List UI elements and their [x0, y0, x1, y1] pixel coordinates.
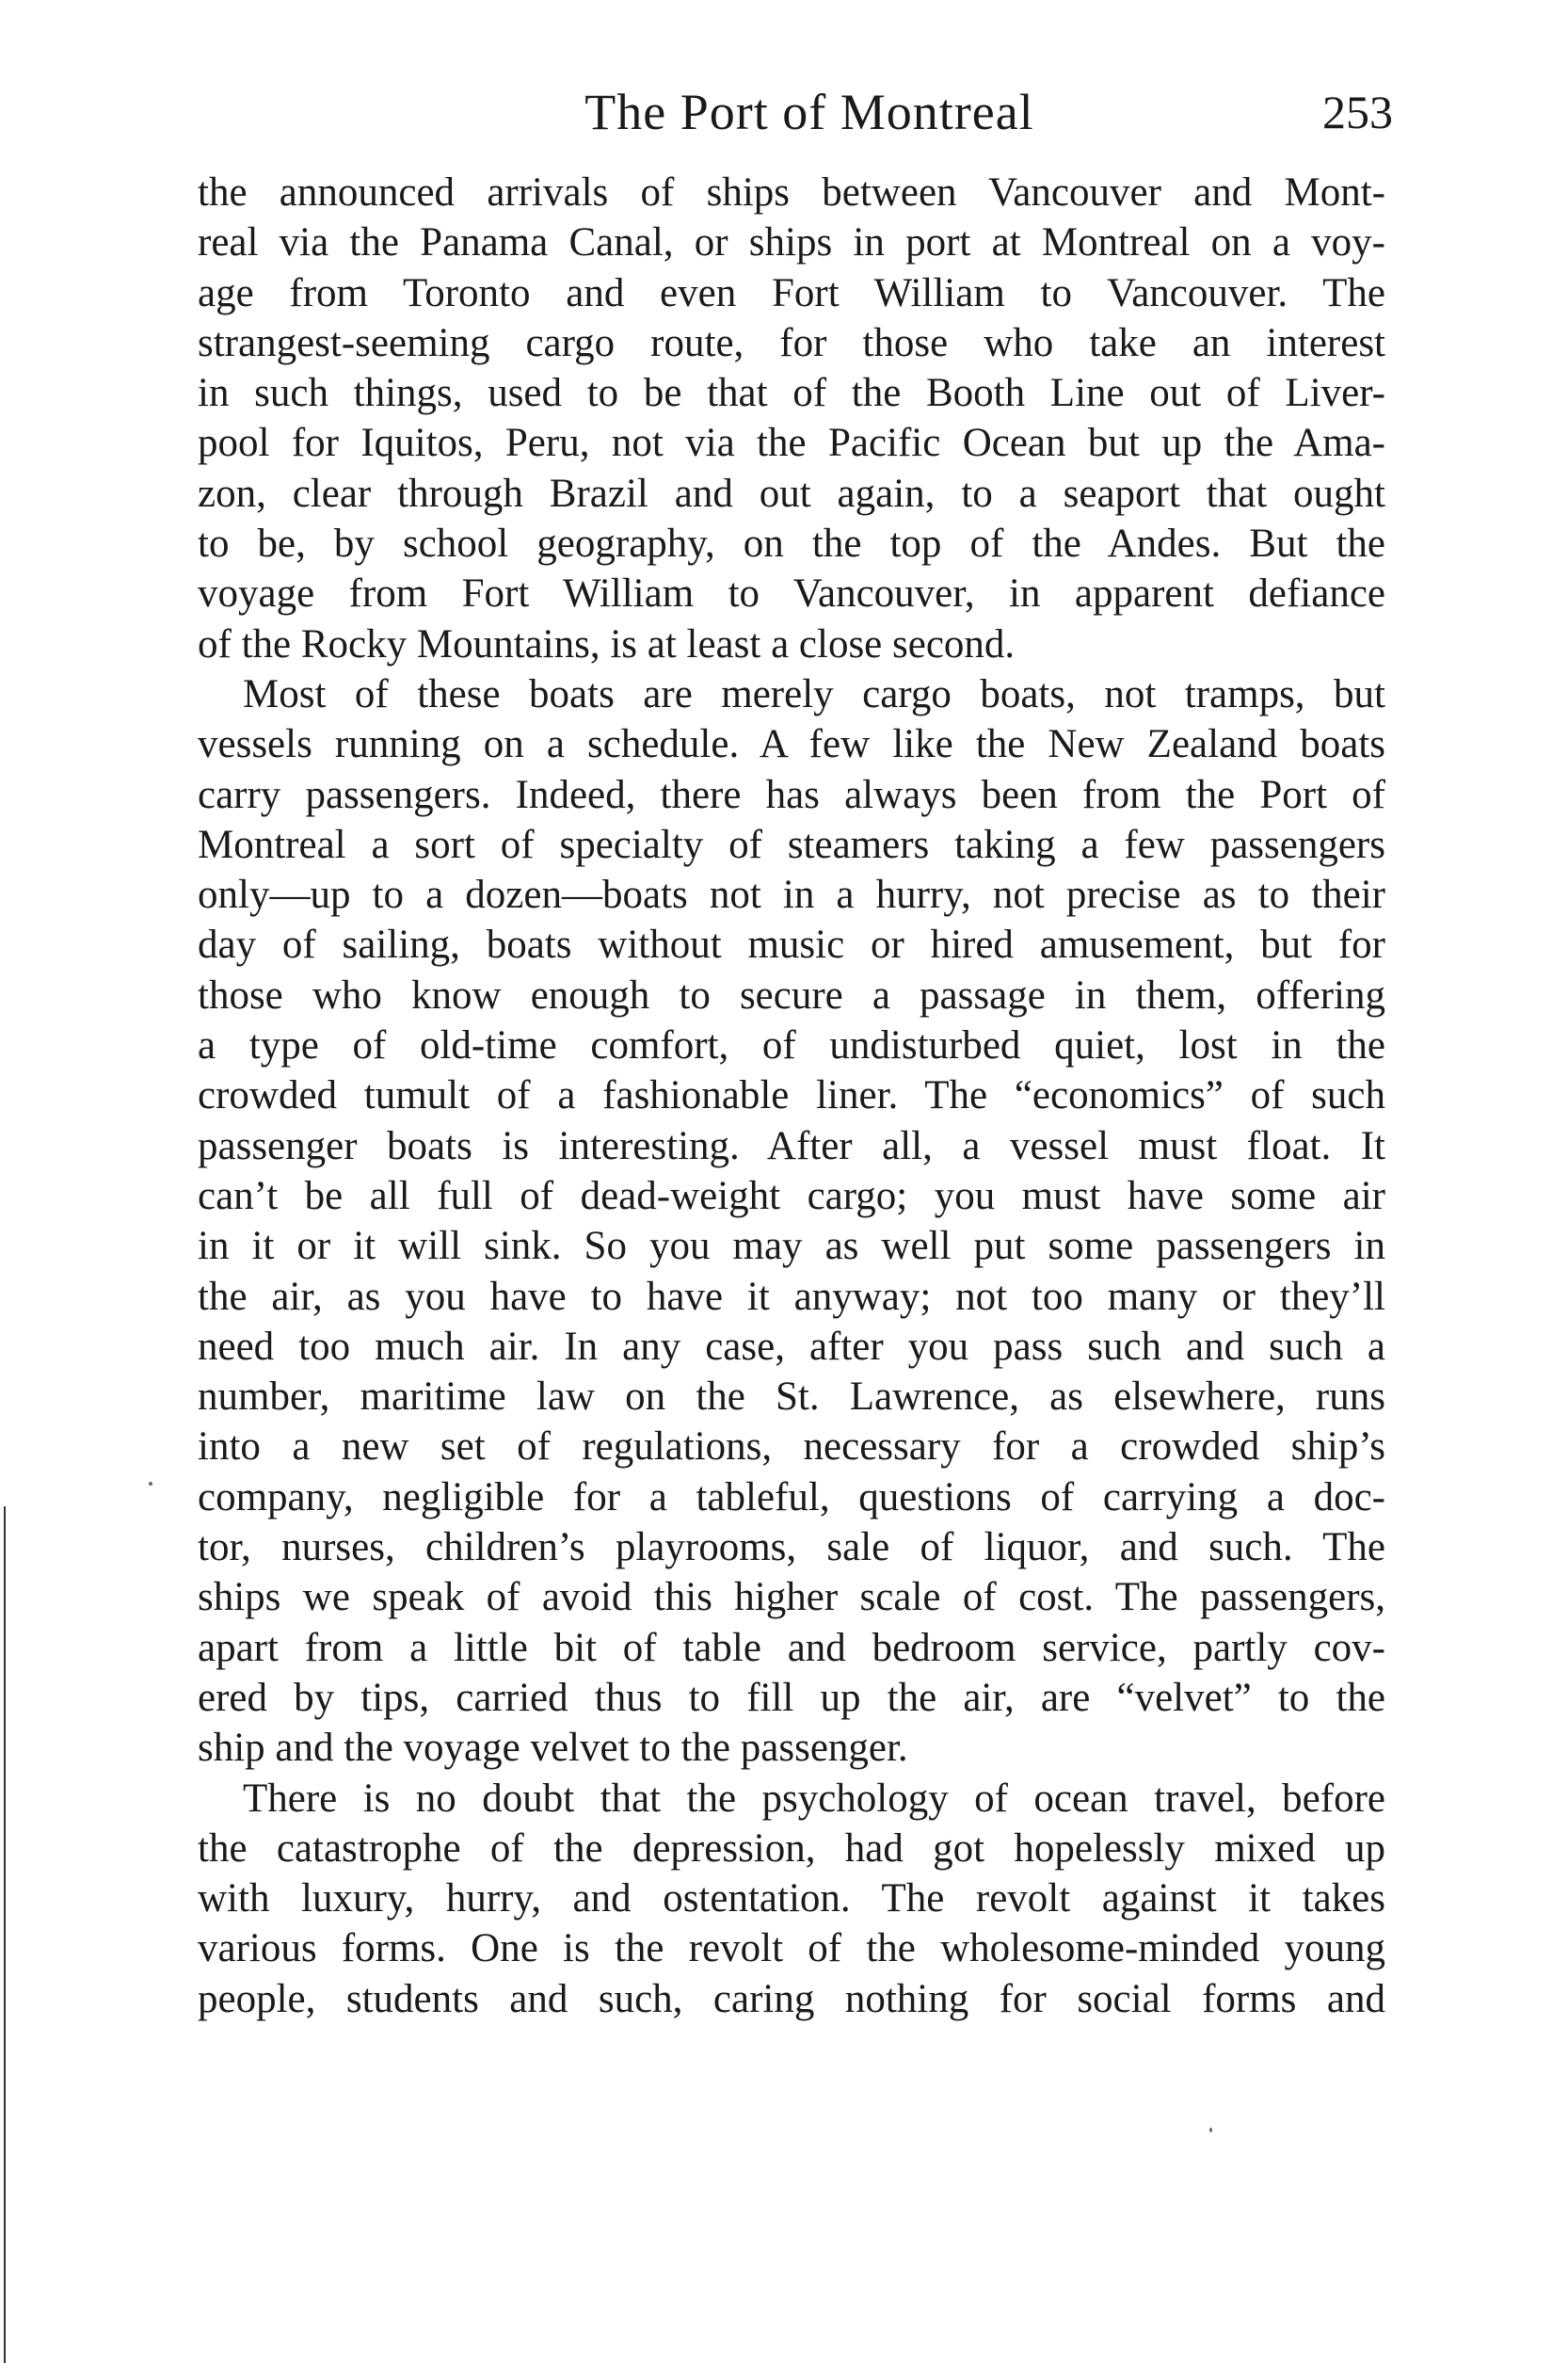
text-line: passenger boats is interesting. After all, a vessel must float. It	[198, 1123, 1385, 1168]
text-line: the catastrophe of the depression, had got hopelessly mixed up	[198, 1825, 1385, 1871]
body-text	[198, 168, 1385, 2024]
scan-speck	[1209, 2128, 1212, 2132]
text-line: the announced arrivals of ships between Vancouver and Mont-	[198, 170, 1385, 215]
text-line: apart from a little bit of table and bedroom service, partly cov-	[198, 1625, 1385, 1670]
text-line: ship and the voyage velvet to the passenger.	[198, 1726, 908, 1771]
text-line: age from Toronto and even Fort William to Vancouver. The	[198, 270, 1385, 315]
text-line: of the Rocky Mountains, is at least a close second.	[198, 621, 1016, 667]
text-line: number, maritime law on the St. Lawrence, as elsewhere, runs	[198, 1374, 1385, 1420]
text-line: can’t be all full of dead-weight cargo; you must have some air	[198, 1173, 1385, 1218]
text-line: pool for Iquitos, Peru, not via the Pacific Ocean but up the Ama-	[198, 421, 1385, 466]
scan-speck	[149, 1482, 152, 1486]
text-line: ered by tips, carried thus to fill up the air, are “velvet” to the	[198, 1675, 1385, 1720]
text-line: in it or it will sink. So you may as well put some passengers in	[198, 1224, 1385, 1269]
text-line: strangest-seeming cargo route, for those who take an interest	[198, 320, 1385, 365]
text-line: into a new set of regulations, necessary for a crowded ship’s	[198, 1424, 1385, 1470]
text-line: zon, clear through Brazil and out again, to a seaport that ought	[198, 471, 1385, 516]
text-line: Most of these boats are merely cargo boats, not tramps, but	[243, 671, 1385, 716]
text-line: those who know enough to secure a passage in them, offering	[198, 973, 1385, 1018]
text-line: real via the Panama Canal, or ships in port at Montreal on a voy-	[198, 220, 1385, 265]
text-line: to be, by school geography, on the top of the Andes. But the	[198, 522, 1385, 567]
text-line: There is no doubt that the psychology of ocean travel, before	[243, 1776, 1385, 1821]
text-line: carry passengers. Indeed, there has always been from the Port of	[198, 772, 1385, 817]
text-line: with luxury, hurry, and ostentation. The revolt against it takes	[198, 1876, 1385, 1921]
text-line: Montreal a sort of specialty of steamers taking a few passengers	[198, 822, 1385, 867]
text-line: voyage from Fort William to Vancouver, in apparent defiance	[198, 571, 1385, 617]
text-line: people, students and such, caring nothing for social forms and	[198, 1976, 1385, 2021]
text-line: tor, nurses, children’s playrooms, sale of liquor, and such. The	[198, 1525, 1385, 1570]
text-line: only—up to a dozen—boats not in a hurry, not precise as to their	[198, 873, 1385, 918]
text-line: various forms. One is the revolt of the wholesome-minded young	[198, 1926, 1385, 1971]
running-title: The Port of Montreal	[584, 84, 1034, 140]
scan-edge-rule	[4, 1506, 6, 2363]
text-line: company, negligible for a tableful, questions of carrying a doc-	[198, 1474, 1385, 1519]
text-line: ships we speak of avoid this higher scale of cost. The passengers,	[198, 1575, 1385, 1620]
text-line: vessels running on a schedule. A few like the New Zealand boats	[198, 722, 1385, 767]
text-line: the air, as you have to have it anyway; not too many or they’ll	[198, 1274, 1385, 1319]
text-line: in such things, used to be that of the Booth Line out of Liver-	[198, 371, 1385, 416]
page-number: 253	[1322, 86, 1393, 138]
text-line: need too much air. In any case, after you pass such and such a	[198, 1324, 1385, 1369]
text-line: crowded tumult of a fashionable liner. The “economics” of such	[198, 1073, 1385, 1118]
running-head	[198, 83, 1421, 149]
text-line: day of sailing, boats without music or hired amusement, but for	[198, 923, 1385, 968]
text-line: a type of old-time comfort, of undisturbed quiet, lost in the	[198, 1023, 1385, 1069]
